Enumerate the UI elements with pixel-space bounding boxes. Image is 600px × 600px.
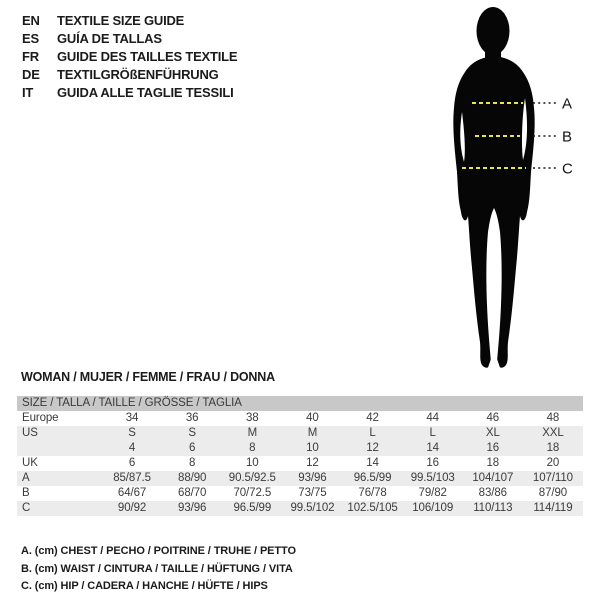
size-value-cell: 6 [128,457,136,469]
size-value-cell: 114/119 [533,502,573,514]
size-table-row [17,501,583,516]
size-value-cell: 34 [125,412,139,424]
size-value-cell: 10 [306,442,319,454]
size-value-cell: 83/86 [478,487,507,499]
size-value-cell: 10 [246,457,259,469]
language-code: ES [22,30,39,46]
size-table-row [17,441,583,456]
size-value-cell: L [429,427,436,439]
language-row [22,83,237,101]
size-value-cell: 90.5/92.5 [228,472,276,484]
language-term: GUÍA DE TALLAS [57,30,162,46]
size-table-row [17,486,583,501]
size-value-cell: 96.5/99 [233,502,272,514]
marker-a-label: A [562,95,573,113]
size-value-cell: 107/110 [532,472,573,484]
size-value-cell: 93/96 [298,472,327,484]
language-code: DE [22,66,40,82]
size-table-body [17,411,583,516]
row-label: Europe [22,412,59,424]
size-value-cell: 68/70 [178,487,207,499]
row-label: UK [22,457,38,469]
section-title: WOMAN / MUJER / FEMME / FRAU / DONNA [21,370,275,384]
size-value-cell: 6 [189,442,196,454]
language-term: GUIDE DES TAILLES TEXTILE [57,48,238,64]
size-value-cell: 12 [306,457,319,469]
marker-b-label: B [562,128,573,146]
size-value-cell: 14 [366,457,379,469]
language-row [22,65,237,83]
size-value-cell: 90/92 [117,502,147,514]
size-value-cell: 12 [366,442,379,454]
language-term: TEXTILGRÖßENFÜHRUNG [57,66,219,82]
size-value-cell: 40 [306,412,319,424]
size-value-cell: 16 [486,442,500,454]
size-value-cell: 48 [546,412,560,424]
size-table [17,396,583,516]
size-table-row [17,426,583,441]
woman-silhouette-figure [400,0,600,380]
size-value-cell: S [128,427,136,439]
size-table-row [17,411,583,426]
size-value-cell: 73/75 [298,487,327,499]
size-value-cell: 88/90 [178,472,207,484]
size-value-cell: 14 [426,442,439,454]
measurement-legend [21,543,296,596]
size-value-cell: 46 [486,412,500,424]
size-value-cell: 79/82 [418,487,447,499]
size-value-cell: 96.5/99 [353,472,392,484]
row-label: C [22,502,31,514]
size-value-cell: S [188,427,196,439]
size-value-cell: 102.5/105 [347,502,398,514]
size-value-cell: 42 [366,412,379,424]
size-value-cell: 87/90 [538,487,568,499]
language-term: TEXTILE SIZE GUIDE [57,12,185,28]
size-value-cell: 8 [249,442,256,454]
language-code: FR [22,48,39,64]
size-value-cell: 38 [246,412,259,424]
language-code: EN [22,12,40,28]
size-value-cell: 20 [546,457,560,469]
language-code: IT [22,84,34,100]
size-value-cell: 93/96 [178,502,207,514]
size-value-cell: 44 [426,412,439,424]
marker-c-label: C [562,160,573,178]
size-value-cell: XXL [542,427,564,439]
language-row [22,47,237,65]
leg-gap [490,216,499,344]
row-label: B [22,487,30,499]
row-label: A [22,472,30,484]
size-value-cell: 18 [486,457,500,469]
legend-line: A. (cm) CHEST / PECHO / POITRINE / TRUHE / PETTO [21,545,296,557]
language-title-list [22,11,237,101]
size-value-cell: 64/67 [117,487,147,499]
size-value-cell: 110/113 [473,502,513,514]
size-value-cell: 70/72.5 [233,487,272,499]
size-value-cell: 106/109 [412,502,454,514]
row-label [17,441,102,456]
language-term: GUIDA ALLE TAGLIE TESSILI [57,84,234,100]
size-table-header: SIZE / TALLA / TAILLE / GRÖSSE / TAGLIA [17,396,583,411]
size-table-row [17,456,583,471]
size-value-cell: M [307,427,318,439]
size-value-cell: 8 [189,457,196,469]
size-value-cell: 99.5/103 [410,472,455,484]
size-value-cell: 18 [546,442,560,454]
size-value-cell: 76/78 [358,487,387,499]
legend-line: C. (cm) HIP / CADERA / HANCHE / HÜFTE / HIPS [21,580,268,592]
language-row [22,11,237,29]
size-value-cell: 16 [426,457,439,469]
size-table-row [17,471,583,486]
language-row [22,29,237,47]
legend-line: B. (cm) WAIST / CINTURA / TAILLE / HÜFTUNG / VITA [21,562,293,575]
size-value-cell: XL [485,427,500,439]
size-value-cell: 36 [185,412,199,424]
size-value-cell: 99.5/102 [290,502,335,514]
row-label: US [22,427,38,439]
size-value-cell: 4 [128,442,136,454]
size-value-cell: L [369,427,376,439]
size-value-cell: M [247,427,258,439]
size-value-cell: 85/87.5 [113,472,151,484]
size-value-cell: 104/107 [472,472,514,484]
